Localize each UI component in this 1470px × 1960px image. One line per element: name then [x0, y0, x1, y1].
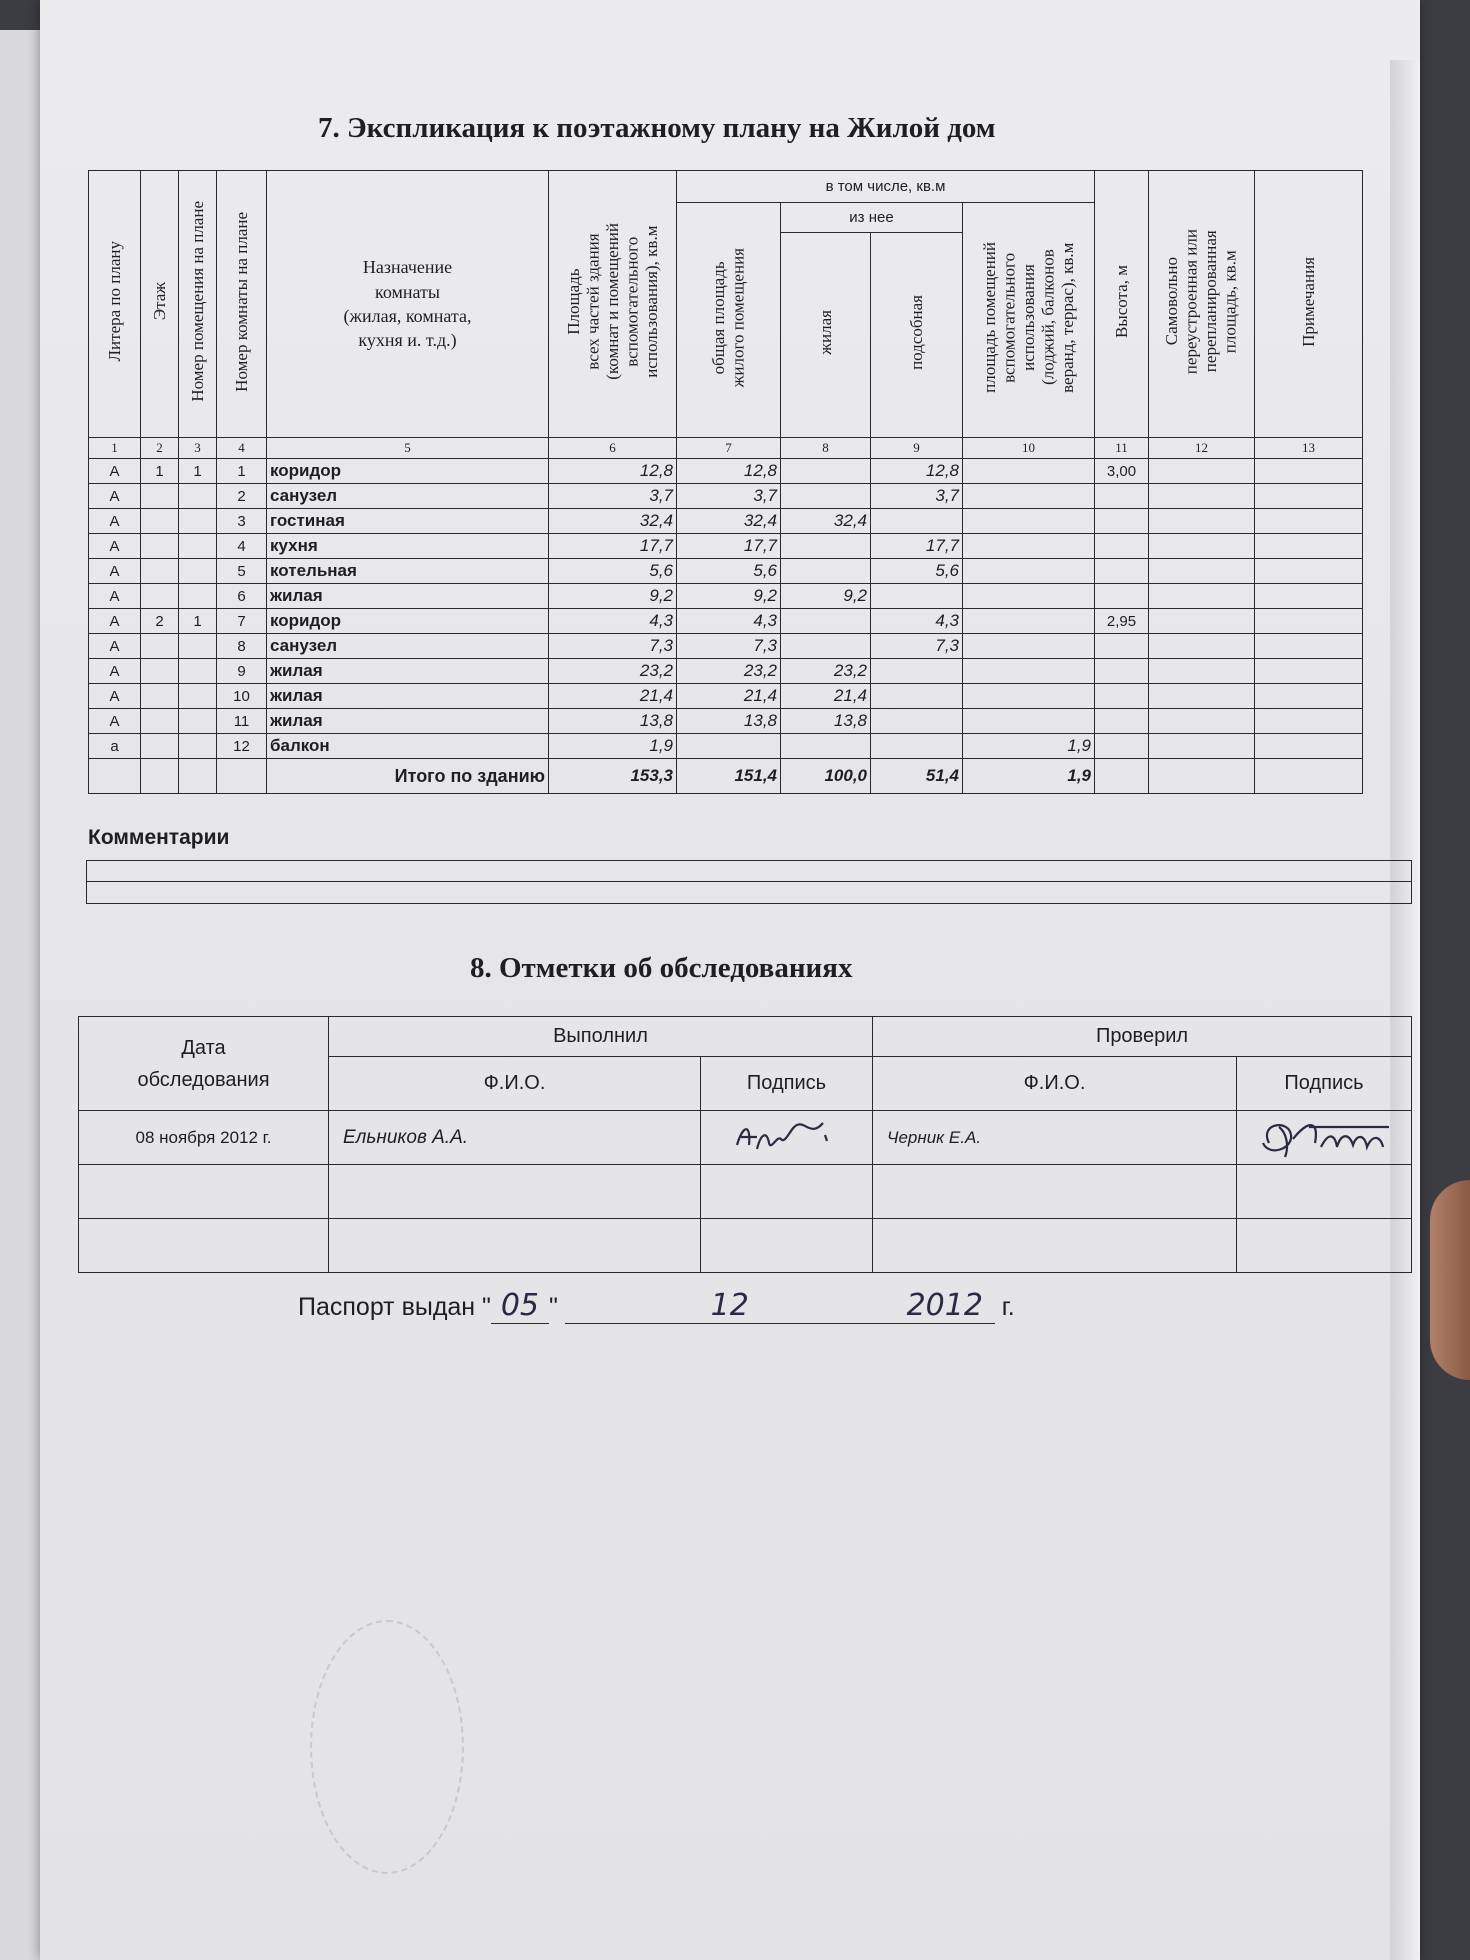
cell-unauthorized: [1149, 659, 1255, 684]
cell-auxiliary: [871, 509, 963, 534]
table-row: [89, 584, 1363, 609]
cell-auxiliary: 7,3: [871, 634, 963, 659]
cell-living: 21,4: [781, 684, 871, 709]
total-aux-area: 1,9: [963, 759, 1095, 794]
cell-room-name: кухня: [267, 534, 549, 559]
header-auxiliary: подсобная: [871, 233, 963, 438]
section-8-title: 8. Отметки об обследованиях: [470, 952, 853, 984]
cell-auxiliary: 3,7: [871, 484, 963, 509]
cell-height: [1095, 509, 1149, 534]
header-living-total: общая площадь жилого помещения: [677, 203, 781, 438]
cell-living-total: 9,2: [677, 584, 781, 609]
cell-living-total: 3,7: [677, 484, 781, 509]
cell-floor: 2: [141, 609, 179, 634]
passport-day: 05: [500, 1288, 540, 1323]
table-row: [89, 534, 1363, 559]
explication-table: [88, 170, 1363, 794]
cell-height: [1095, 709, 1149, 734]
cell-total-area: 4,3: [549, 609, 677, 634]
cell-premise: [179, 534, 217, 559]
cell-height: [1095, 659, 1149, 684]
cell-height: [1095, 559, 1149, 584]
cell-room: 4: [217, 534, 267, 559]
cell-room-name: санузел: [267, 484, 549, 509]
cell-floor: [141, 484, 179, 509]
header-including: в том числе, кв.м: [677, 171, 1095, 203]
header-performed: Выполнил: [329, 1017, 873, 1057]
cell-living-total: 21,4: [677, 684, 781, 709]
cell-aux-area: [963, 484, 1095, 509]
cell-auxiliary: [871, 584, 963, 609]
performer-name: Ельников А.А.: [329, 1111, 701, 1165]
explication-rows: [89, 459, 1363, 759]
cell-height: [1095, 734, 1149, 759]
cell-total-area: 12,8: [549, 459, 677, 484]
document-page: [40, 0, 1420, 1960]
cell-litera: А: [89, 584, 141, 609]
cell-premise: 1: [179, 609, 217, 634]
cell-living: [781, 484, 871, 509]
cell-notes: [1255, 734, 1363, 759]
cell-litera: А: [89, 534, 141, 559]
table-row: [89, 709, 1363, 734]
cell-room: 10: [217, 684, 267, 709]
header-performer-fio: Ф.И.О.: [329, 1057, 701, 1111]
cell-aux-area: [963, 609, 1095, 634]
cell-premise: [179, 584, 217, 609]
header-unauthorized-area: Самовольно переустроенная или перепланированная площадь, кв.м: [1149, 171, 1255, 438]
cell-room: 7: [217, 609, 267, 634]
header-premise-number: Номер помещения на плане: [179, 171, 217, 438]
section-7-title: 7. Экспликация к поэтажному плану на Жилой дом: [318, 112, 996, 144]
cell-premise: 1: [179, 459, 217, 484]
table-row: [89, 634, 1363, 659]
cell-living-total: [677, 734, 781, 759]
cell-premise: [179, 709, 217, 734]
cell-room: 8: [217, 634, 267, 659]
cell-aux-area: [963, 459, 1095, 484]
cell-room-name: жилая: [267, 659, 549, 684]
checker-name: Черник Е.А.: [873, 1111, 1237, 1165]
cell-height: [1095, 634, 1149, 659]
cell-room-name: жилая: [267, 684, 549, 709]
cell-unauthorized: [1149, 559, 1255, 584]
cell-litera: А: [89, 459, 141, 484]
cell-living: 13,8: [781, 709, 871, 734]
header-checked: Проверил: [873, 1017, 1412, 1057]
total-living-total: 151,4: [677, 759, 781, 794]
cell-auxiliary: [871, 709, 963, 734]
survey-row: [79, 1111, 1412, 1165]
total-auxiliary: 51,4: [871, 759, 963, 794]
cell-premise: [179, 634, 217, 659]
cell-premise: [179, 509, 217, 534]
cell-room: 3: [217, 509, 267, 534]
cell-total-area: 3,7: [549, 484, 677, 509]
cell-notes: [1255, 559, 1363, 584]
cell-room-name: котельная: [267, 559, 549, 584]
checker-signature: [1237, 1111, 1412, 1165]
cell-room-name: коридор: [267, 609, 549, 634]
header-height: Высота, м: [1095, 171, 1149, 438]
survey-date: 08 ноября 2012 г.: [79, 1111, 329, 1165]
comments-box: [86, 860, 1412, 904]
cell-auxiliary: [871, 684, 963, 709]
cell-auxiliary: 5,6: [871, 559, 963, 584]
cell-unauthorized: [1149, 609, 1255, 634]
cell-notes: [1255, 609, 1363, 634]
cell-unauthorized: [1149, 734, 1255, 759]
cell-room-name: коридор: [267, 459, 549, 484]
cell-litera: А: [89, 609, 141, 634]
cell-living: [781, 609, 871, 634]
cell-room: 2: [217, 484, 267, 509]
cell-unauthorized: [1149, 684, 1255, 709]
cell-living: [781, 734, 871, 759]
header-litera: Литера по плану: [89, 171, 141, 438]
cell-premise: [179, 559, 217, 584]
total-area: 153,3: [549, 759, 677, 794]
cell-auxiliary: 12,8: [871, 459, 963, 484]
cell-aux-area: [963, 509, 1095, 534]
cell-aux-area: [963, 534, 1095, 559]
finger: [1430, 1180, 1470, 1380]
cell-room-name: балкон: [267, 734, 549, 759]
header-notes: Примечания: [1255, 171, 1363, 438]
cell-height: 2,95: [1095, 609, 1149, 634]
header-survey-date: Дата обследования: [79, 1017, 329, 1111]
passport-month: 12: [710, 1288, 749, 1323]
table-row: [89, 509, 1363, 534]
header-checker-signature: Подпись: [1237, 1057, 1412, 1111]
cell-notes: [1255, 534, 1363, 559]
cell-premise: [179, 484, 217, 509]
cell-total-area: 13,8: [549, 709, 677, 734]
table-row: [89, 484, 1363, 509]
cell-total-area: 1,9: [549, 734, 677, 759]
cell-floor: [141, 684, 179, 709]
cell-litera: А: [89, 659, 141, 684]
cell-floor: [141, 659, 179, 684]
cell-room: 11: [217, 709, 267, 734]
header-total-area: Площадь всех частей здания (комнат и помещений вспомогательного использования), кв.м: [549, 171, 677, 438]
cell-living-total: 23,2: [677, 659, 781, 684]
header-aux-area: площадь помещений вспомогательного использования (лоджий, балконов веранд, террас), кв.м: [963, 203, 1095, 438]
cell-floor: 1: [141, 459, 179, 484]
cell-litera: а: [89, 734, 141, 759]
cell-total-area: 23,2: [549, 659, 677, 684]
header-performer-signature: Подпись: [701, 1057, 873, 1111]
cell-litera: А: [89, 559, 141, 584]
cell-room-name: жилая: [267, 709, 549, 734]
cell-litera: А: [89, 684, 141, 709]
cell-room-name: санузел: [267, 634, 549, 659]
cell-litera: А: [89, 709, 141, 734]
cell-premise: [179, 734, 217, 759]
cell-floor: [141, 634, 179, 659]
cell-unauthorized: [1149, 509, 1255, 534]
cell-height: 3,00: [1095, 459, 1149, 484]
surveys-table: [78, 1016, 1412, 1273]
cell-room-name: жилая: [267, 584, 549, 609]
header-checker-fio: Ф.И.О.: [873, 1057, 1237, 1111]
cell-living: 32,4: [781, 509, 871, 534]
cell-total-area: 32,4: [549, 509, 677, 534]
cell-floor: [141, 584, 179, 609]
table-row: [89, 684, 1363, 709]
table-row: [89, 609, 1363, 634]
cell-floor: [141, 534, 179, 559]
table-row: [89, 559, 1363, 584]
cell-notes: [1255, 634, 1363, 659]
cell-living: [781, 559, 871, 584]
cell-notes: [1255, 709, 1363, 734]
cell-floor: [141, 734, 179, 759]
table-row: [89, 459, 1363, 484]
cell-auxiliary: [871, 659, 963, 684]
cell-total-area: 7,3: [549, 634, 677, 659]
cell-living-total: 17,7: [677, 534, 781, 559]
performer-signature: [701, 1111, 873, 1165]
cell-aux-area: [963, 684, 1095, 709]
header-room-number: Номер комнаты на плане: [217, 171, 267, 438]
cell-living-total: 7,3: [677, 634, 781, 659]
header-floor: Этаж: [141, 171, 179, 438]
cell-room: 12: [217, 734, 267, 759]
page-stack-edge: [1390, 60, 1420, 1960]
passport-prefix: Паспорт выдан ": [298, 1293, 491, 1321]
cell-unauthorized: [1149, 634, 1255, 659]
cell-room: 1: [217, 459, 267, 484]
cell-floor: [141, 509, 179, 534]
cell-premise: [179, 684, 217, 709]
faded-stamp: [310, 1620, 464, 1874]
cell-height: [1095, 534, 1149, 559]
cell-aux-area: [963, 559, 1095, 584]
cell-aux-area: [963, 659, 1095, 684]
cell-notes: [1255, 684, 1363, 709]
cell-notes: [1255, 584, 1363, 609]
survey-row-empty: [79, 1165, 1412, 1219]
cell-unauthorized: [1149, 484, 1255, 509]
cell-litera: А: [89, 484, 141, 509]
cell-notes: [1255, 659, 1363, 684]
cell-total-area: 9,2: [549, 584, 677, 609]
cell-unauthorized: [1149, 584, 1255, 609]
cell-living: [781, 459, 871, 484]
cell-aux-area: [963, 634, 1095, 659]
passport-suffix: г.: [1001, 1293, 1015, 1321]
cell-height: [1095, 584, 1149, 609]
cell-auxiliary: 4,3: [871, 609, 963, 634]
cell-room: 5: [217, 559, 267, 584]
cell-auxiliary: [871, 734, 963, 759]
cell-litera: А: [89, 634, 141, 659]
cell-living: [781, 534, 871, 559]
cell-height: [1095, 484, 1149, 509]
total-label: Итого по зданию: [267, 759, 549, 794]
cell-notes: [1255, 509, 1363, 534]
cell-aux-area: [963, 584, 1095, 609]
survey-row-empty: [79, 1219, 1412, 1273]
comments-label: Комментарии: [88, 826, 230, 849]
total-row: [89, 759, 1363, 794]
passport-issued-line: [298, 1288, 1015, 1324]
cell-floor: [141, 559, 179, 584]
cell-living: 23,2: [781, 659, 871, 684]
cell-living-total: 13,8: [677, 709, 781, 734]
passport-mid: ": [548, 1293, 558, 1321]
cell-living-total: 32,4: [677, 509, 781, 534]
table-row: [89, 659, 1363, 684]
cell-notes: [1255, 459, 1363, 484]
cell-total-area: 5,6: [549, 559, 677, 584]
cell-unauthorized: [1149, 459, 1255, 484]
cell-total-area: 21,4: [549, 684, 677, 709]
cell-room: 6: [217, 584, 267, 609]
cell-aux-area: [963, 709, 1095, 734]
cell-room-name: гостиная: [267, 509, 549, 534]
cell-height: [1095, 684, 1149, 709]
cell-living-total: 4,3: [677, 609, 781, 634]
cell-notes: [1255, 484, 1363, 509]
header-purpose: Назначение комнаты (жилая, комната, кухня и. т.д.): [267, 171, 549, 438]
passport-year: 2012: [906, 1288, 983, 1323]
cell-aux-area: 1,9: [963, 734, 1095, 759]
header-of-which: из нее: [781, 203, 963, 233]
cell-premise: [179, 659, 217, 684]
cell-total-area: 17,7: [549, 534, 677, 559]
cell-room: 9: [217, 659, 267, 684]
cell-living-total: 5,6: [677, 559, 781, 584]
header-living: жилая: [781, 233, 871, 438]
table-row: [89, 734, 1363, 759]
cell-living: [781, 634, 871, 659]
cell-living-total: 12,8: [677, 459, 781, 484]
total-living: 100,0: [781, 759, 871, 794]
cell-unauthorized: [1149, 534, 1255, 559]
cell-auxiliary: 17,7: [871, 534, 963, 559]
cell-unauthorized: [1149, 709, 1255, 734]
cell-litera: А: [89, 509, 141, 534]
cell-floor: [141, 709, 179, 734]
cell-living: 9,2: [781, 584, 871, 609]
column-number-row: 1 2 3 4 5 6 7 8 9 10 11 12 13: [89, 438, 1363, 459]
